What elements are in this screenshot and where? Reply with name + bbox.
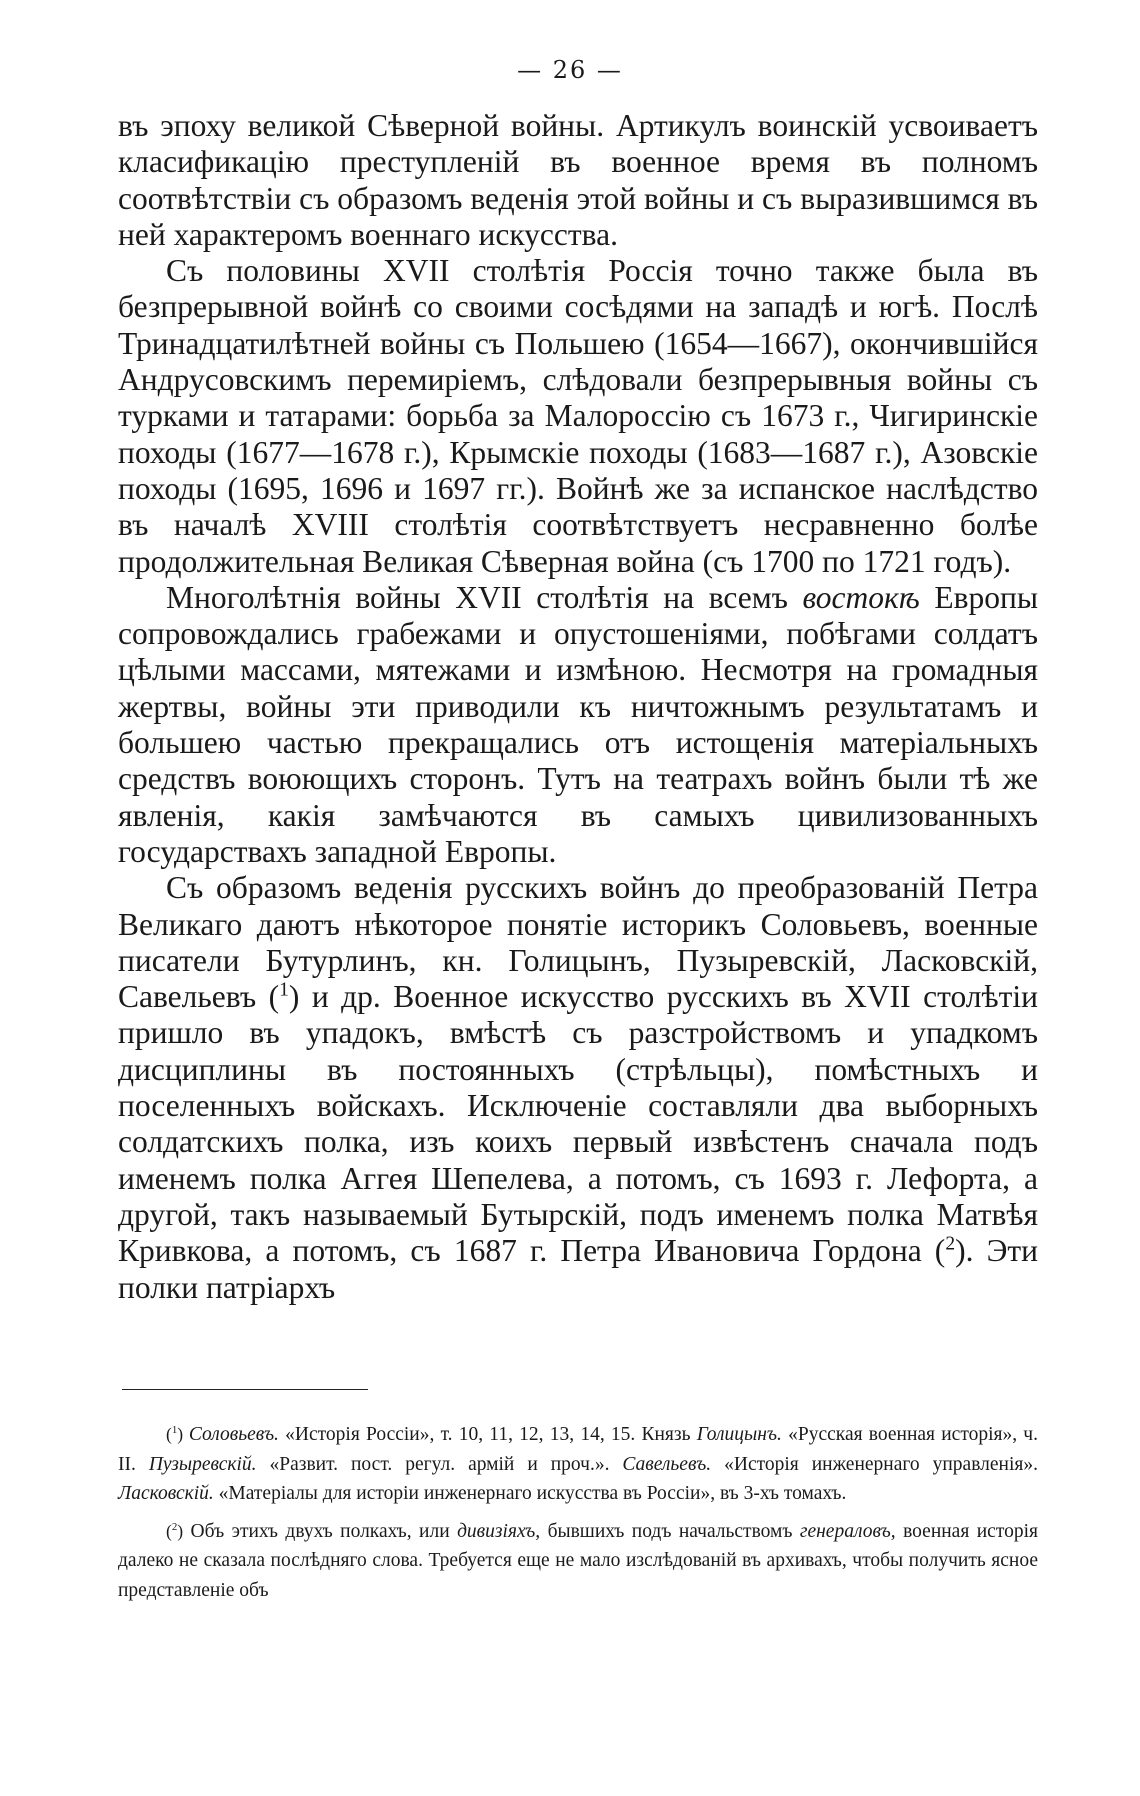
page-number: — 26 — bbox=[517, 56, 623, 84]
paragraph-3 bbox=[118, 580, 1038, 870]
paragraph-3-italic: востокѣ bbox=[802, 579, 920, 615]
footnote-1-mark: ($^1$) bbox=[166, 1424, 189, 1444]
paragraph-3-part-b: Европы сопровождались грабежами и опустошеніями, побѣгами солдатъ цѣлыми массами, мятежами и измѣною. Несмотря на громадныя жертвы, войны эти приводили къ ничтожнымъ результатамъ и большею частью прекращались отъ истощенія матеріальныхъ средствъ воюющихъ сторонъ. Тутъ на театрахъ войнъ были тѣ же явленія, какія замѣчаются въ самыхъ цивилизованныхъ государствахъ западной Европы. bbox=[118, 579, 1038, 869]
footnote-ref-1[interactable]: 1 bbox=[279, 979, 289, 1001]
footnote-1-author-golitsyn: Голицынъ. bbox=[696, 1424, 782, 1445]
footnote-1-author-laskovsky: Ласковскій. bbox=[118, 1483, 214, 1504]
footnote-1-author-soloviev: Соловьевъ. bbox=[188, 1424, 279, 1445]
footnote-1-text-e: «Матеріалы для исторіи инженернаго искусства въ Россіи», въ 3-хъ томахъ. bbox=[213, 1483, 847, 1504]
footnote-ref-2[interactable]: 2 bbox=[945, 1233, 956, 1255]
paragraph-4-part-b: ) и др. Военное искусство русскихъ въ XVII столѣтіи пришло въ упадокъ, вмѣстѣ съ разстройствомъ и упадкомъ дисциплины въ постоянныхъ (стрѣльцы), помѣстныхъ и поселенныхъ войскахъ. Исключеніе составляли два выборныхъ солдатскихъ полка, изъ коихъ первый извѣстенъ сначала подъ именемъ полка Аггея Шепелева, а потомъ, съ 1693 г. Лефорта, а другой, такъ называемый Бутырскій, подъ именемъ полка Матвѣя Кривкова, а потомъ, съ 1687 г. Петра Ивановича Гордона ( bbox=[118, 979, 1038, 1269]
paragraph-2: Съ половины XVII столѣтія Россія точно также была въ безпрерывной войнѣ со своими сосѣдями на западѣ и югѣ. Послѣ Тринадцатилѣтней войны съ Польшею (1654—1667), окончившійся Андрусовскимъ перемиріемъ, слѣдовали безпрерывныя войны съ турками и татарами: борьба за Малороссію съ 1673 г., Чигиринскіе походы (1677—1678 г.), Крымскіе походы (1683—1687 г.), Азовскіе походы (1695, 1696 и 1697 гг.). Войнѣ же за испанское наслѣдство въ началѣ XVIII столѣтія соотвѣтствуетъ несравненно болѣе продолжительная Великая Сѣверная война (съ 1700 по 1721 годъ). bbox=[118, 253, 1038, 579]
footnote-1-text-d: «Исторія инженернаго управленія». bbox=[711, 1453, 1038, 1475]
footnotes bbox=[118, 1420, 1038, 1613]
footnote-1 bbox=[118, 1420, 1038, 1509]
footnote-1-text-c: «Развит. пост. регул. армій и проч.». bbox=[256, 1453, 623, 1475]
footnote-2-text-b: бывшихъ подъ начальствомъ bbox=[540, 1520, 800, 1542]
footnote-2-text-a: Объ этихъ двухъ полкахъ, или bbox=[183, 1520, 458, 1542]
footnote-divider bbox=[122, 1389, 368, 1390]
paragraph-4-part-c: ). Эти полки патріархъ bbox=[118, 1233, 1038, 1305]
footnote-2 bbox=[118, 1517, 1038, 1606]
paragraph-4 bbox=[118, 870, 1038, 1306]
footnote-1-author-puzyrevsky: Пузыревскій. bbox=[148, 1453, 257, 1475]
footnote-1-text-a: «Исторія Россіи», т. 10, 11, 12, 13, 14, 15. Князь bbox=[278, 1424, 697, 1445]
footnote-1-text-b: «Русская военная исторія», ч. II. bbox=[118, 1424, 1038, 1475]
footnote-2-italic-divisions: дивизіяхъ, bbox=[457, 1520, 541, 1542]
main-text bbox=[118, 108, 1038, 1306]
paragraph-3-part-a: Многолѣтнія войны XVII столѣтія на всемъ bbox=[166, 579, 803, 615]
footnote-2-italic-generals: генераловъ, bbox=[799, 1520, 896, 1542]
paragraph-1: въ эпоху великой Сѣверной войны. Артикулъ воинскій усвоиваетъ класификацію преступленій въ военное время въ полномъ соотвѣтствіи съ образомъ веденія этой войны и съ выразившимся въ ней характеромъ военнаго искусства. bbox=[118, 108, 1038, 252]
footnote-1-author-saveliev: Савельевъ. bbox=[622, 1453, 712, 1475]
footnote-2-text-c: военная исторія далеко не сказала послѣдняго слова. Требуется еще не мало изслѣдованій въ архивахъ, чтобы получить ясное представленіе объ bbox=[118, 1520, 1038, 1601]
footnote-2-mark: ($^2$) bbox=[166, 1520, 184, 1541]
paragraph-4-part-a: Съ образомъ веденія русскихъ войнъ до преобразованій Петра Великаго даютъ нѣкоторое понятіе историкъ Соловьевъ, военные писатели Бутурлинъ, кн. Голицынъ, Пузыревскій, Ласковскій, Савельевъ ( bbox=[118, 870, 1038, 1015]
